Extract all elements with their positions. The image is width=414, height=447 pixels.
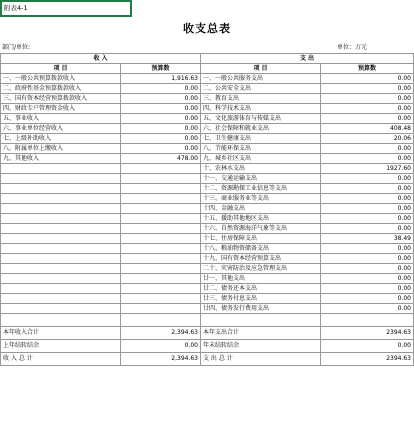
income-value-cell[interactable] — [121, 294, 201, 304]
expense-value-cell[interactable]: 0.00 — [321, 254, 414, 264]
income-item-cell[interactable] — [1, 194, 121, 204]
table-row — [1, 204, 414, 214]
table-row — [1, 184, 414, 194]
table-row — [1, 74, 414, 84]
table-row — [1, 84, 414, 94]
expense-item-cell[interactable]: 一、一般公共服务支出 — [201, 74, 321, 84]
income-item-cell[interactable] — [1, 254, 121, 264]
table-row — [1, 214, 414, 224]
expense-value-cell[interactable]: 0.00 — [321, 174, 414, 184]
expense-item-cell[interactable]: 十三、商业服务业等支出 — [201, 194, 321, 204]
income-value-cell[interactable] — [121, 214, 201, 224]
expense-value-cell[interactable]: 0.00 — [321, 74, 414, 84]
unit-label: 单位：万元 — [337, 44, 368, 51]
income-item-cell[interactable]: 四、财政专户管理资金收入 — [1, 104, 121, 114]
expense-item-cell[interactable]: 十八、粮油物资储备支出 — [201, 244, 321, 254]
income-value-cell[interactable] — [121, 284, 201, 294]
income-value-cell[interactable] — [121, 304, 201, 314]
expense-value-cell[interactable]: 0.00 — [321, 274, 414, 284]
income-value-cell[interactable] — [121, 204, 201, 214]
expense-item-cell[interactable]: 十四、金融支出 — [201, 204, 321, 214]
income-section-header: 收 入 — [1, 54, 201, 64]
expense-value-cell[interactable]: 0.00 — [321, 244, 414, 254]
expense-item-cell[interactable]: 十一、交通运输支出 — [201, 174, 321, 184]
grand-total-expense-label[interactable]: 支 出 总 计 — [201, 353, 321, 366]
table-row — [1, 104, 414, 114]
income-value-cell[interactable]: 478.00 — [121, 154, 201, 164]
empty-cell[interactable] — [321, 314, 414, 327]
income-item-cell[interactable] — [1, 224, 121, 234]
income-item-header: 项 目 — [1, 64, 121, 74]
expense-item-cell[interactable]: 二、公共安全支出 — [201, 84, 321, 94]
income-item-cell[interactable] — [1, 174, 121, 184]
table-row — [1, 294, 414, 304]
income-item-cell[interactable] — [1, 284, 121, 294]
table-row — [1, 114, 414, 124]
income-value-cell[interactable]: 0.00 — [121, 104, 201, 114]
income-item-cell[interactable]: 七、上级补助收入 — [1, 134, 121, 144]
expense-value-cell[interactable]: 0.00 — [321, 194, 414, 204]
expense-value-cell[interactable]: 0.00 — [321, 104, 414, 114]
income-item-cell[interactable]: 五、事业收入 — [1, 114, 121, 124]
expense-item-cell[interactable]: 二十、灾害防治及应急管理支出 — [201, 264, 321, 274]
income-value-cell[interactable]: 0.00 — [121, 94, 201, 104]
table-row — [1, 304, 414, 314]
income-item-cell[interactable]: 九、其他收入 — [1, 154, 121, 164]
income-item-cell[interactable] — [1, 304, 121, 314]
expense-value-cell[interactable]: 0.00 — [321, 184, 414, 194]
income-budget-header: 预算数 — [121, 64, 201, 74]
income-value-cell[interactable] — [121, 224, 201, 234]
expense-value-cell[interactable]: 0.00 — [321, 154, 414, 164]
income-item-cell[interactable] — [1, 264, 121, 274]
expense-value-cell[interactable]: 0.00 — [321, 214, 414, 224]
table-row — [1, 154, 414, 164]
income-item-cell[interactable]: 八、附属单位上缴收入 — [1, 144, 121, 154]
grand-total-expense-value[interactable]: 2394.63 — [321, 353, 414, 366]
table-row — [1, 254, 414, 264]
expense-item-cell[interactable]: 廿二、债务还本支出 — [201, 284, 321, 294]
expense-item-cell[interactable]: 七、卫生健康支出 — [201, 134, 321, 144]
income-value-cell[interactable] — [121, 174, 201, 184]
expense-value-cell[interactable]: 0.00 — [321, 224, 414, 234]
grand-total-income-value[interactable]: 2,394.63 — [121, 353, 201, 366]
income-value-cell[interactable]: 0.00 — [121, 124, 201, 134]
expense-item-cell[interactable]: 八、节能环保支出 — [201, 144, 321, 154]
total-row — [1, 327, 414, 340]
expense-item-cell[interactable]: 廿四、债务发行费用支出 — [201, 304, 321, 314]
carry-income-value[interactable]: 0.00 — [121, 340, 201, 353]
income-value-cell[interactable]: 0.00 — [121, 114, 201, 124]
carry-income-label[interactable]: 上年结转结余 — [1, 340, 121, 353]
table-row — [1, 94, 414, 104]
table-row — [1, 134, 414, 144]
expense-item-cell[interactable]: 十六、自然资源海洋气象等支出 — [201, 224, 321, 234]
year-total-expense-value[interactable]: 2394.63 — [321, 327, 414, 340]
table-row — [1, 284, 414, 294]
expense-item-cell[interactable]: 廿三、债务付息支出 — [201, 294, 321, 304]
expense-value-cell[interactable]: 0.00 — [321, 294, 414, 304]
expense-section-header: 支 出 — [201, 54, 414, 64]
income-value-cell[interactable]: 0.00 — [121, 84, 201, 94]
expense-item-cell[interactable]: 廿一、其他支出 — [201, 274, 321, 284]
income-item-cell[interactable] — [1, 244, 121, 254]
table-row — [1, 144, 414, 154]
year-total-income-label[interactable]: 本年收入合计 — [1, 327, 121, 340]
expense-item-cell[interactable]: 十九、国有资本经营预算支出 — [201, 254, 321, 264]
expense-value-cell[interactable]: 0.00 — [321, 144, 414, 154]
year-total-income-value[interactable]: 2,394.63 — [121, 327, 201, 340]
table-row — [1, 174, 414, 184]
expense-value-cell[interactable]: 0.00 — [321, 204, 414, 214]
total-row — [1, 340, 414, 353]
income-item-cell[interactable] — [1, 184, 121, 194]
expense-budget-header: 预算数 — [321, 64, 414, 74]
income-item-cell[interactable] — [1, 234, 121, 244]
expense-value-cell[interactable]: 38.49 — [321, 234, 414, 244]
income-item-cell[interactable]: 一、一般公共预算拨款收入 — [1, 74, 121, 84]
table-row — [1, 234, 414, 244]
selected-cell-tag[interactable]: 附表4-1 — [0, 0, 132, 17]
income-item-cell[interactable] — [1, 204, 121, 214]
expense-item-cell[interactable]: 十二、资源勘探工业信息等支出 — [201, 184, 321, 194]
income-value-cell[interactable] — [121, 234, 201, 244]
table-row — [1, 164, 414, 174]
income-value-cell[interactable] — [121, 274, 201, 284]
expense-item-cell[interactable]: 十七、住房保障支出 — [201, 234, 321, 244]
year-total-expense-label[interactable]: 本年支出合计 — [201, 327, 321, 340]
total-row — [1, 353, 414, 366]
expense-value-cell[interactable]: 0.00 — [321, 304, 414, 314]
grand-total-income-label[interactable]: 收 入 总 计 — [1, 353, 121, 366]
budget-table — [0, 53, 414, 366]
expense-item-cell[interactable]: 三、教育支出 — [201, 94, 321, 104]
expense-value-cell[interactable]: 1927.60 — [321, 164, 414, 174]
expense-item-header: 项 目 — [201, 64, 321, 74]
income-value-cell[interactable]: 1,916.63 — [121, 74, 201, 84]
table-row — [1, 124, 414, 134]
table-row — [1, 264, 414, 274]
income-item-cell[interactable]: 二、政府性基金预算拨款收入 — [1, 84, 121, 94]
expense-value-cell[interactable]: 0.00 — [321, 94, 414, 104]
expense-value-cell[interactable]: 0.00 — [321, 284, 414, 294]
expense-value-cell[interactable]: 20.06 — [321, 134, 414, 144]
expense-item-cell[interactable]: 十、农林水支出 — [201, 164, 321, 174]
income-item-cell[interactable] — [1, 214, 121, 224]
income-item-cell[interactable]: 三、国有资本经营预算拨款收入 — [1, 94, 121, 104]
income-item-cell[interactable] — [1, 164, 121, 174]
income-value-cell[interactable] — [121, 244, 201, 254]
income-value-cell[interactable] — [121, 254, 201, 264]
table-row — [1, 314, 414, 327]
expense-item-cell[interactable]: 十五、援助其他地区支出 — [201, 214, 321, 224]
expense-item-cell[interactable]: 六、社会保障和就业支出 — [201, 124, 321, 134]
income-value-cell[interactable]: 0.00 — [121, 134, 201, 144]
income-value-cell[interactable] — [121, 184, 201, 194]
expense-item-cell[interactable]: 四、科学技术支出 — [201, 104, 321, 114]
income-value-cell[interactable] — [121, 264, 201, 274]
expense-value-cell[interactable]: 0.00 — [321, 84, 414, 94]
income-value-cell[interactable]: 0.00 — [121, 144, 201, 154]
page-title: 收支总表 — [183, 22, 231, 35]
income-item-cell[interactable] — [1, 274, 121, 284]
expense-value-cell[interactable]: 0.00 — [321, 114, 414, 124]
carry-expense-value[interactable]: 0.00 — [321, 340, 414, 353]
expense-value-cell[interactable]: 408.48 — [321, 124, 414, 134]
empty-cell[interactable] — [1, 314, 121, 327]
income-value-cell[interactable] — [121, 194, 201, 204]
table-row — [1, 274, 414, 284]
income-value-cell[interactable] — [121, 164, 201, 174]
expense-value-cell[interactable]: 0.00 — [321, 264, 414, 274]
expense-item-cell[interactable]: 五、文化旅游体育与传媒支出 — [201, 114, 321, 124]
table-row — [1, 244, 414, 254]
empty-cell[interactable] — [121, 314, 201, 327]
table-row — [1, 194, 414, 204]
table-row — [1, 224, 414, 234]
carry-expense-label[interactable]: 年末结转结余 — [201, 340, 321, 353]
dept-label: 部门/单位: — [2, 44, 31, 51]
income-item-cell[interactable]: 六、事业单位经营收入 — [1, 124, 121, 134]
empty-cell[interactable] — [201, 314, 321, 327]
income-item-cell[interactable] — [1, 294, 121, 304]
expense-item-cell[interactable]: 九、城乡社区支出 — [201, 154, 321, 164]
